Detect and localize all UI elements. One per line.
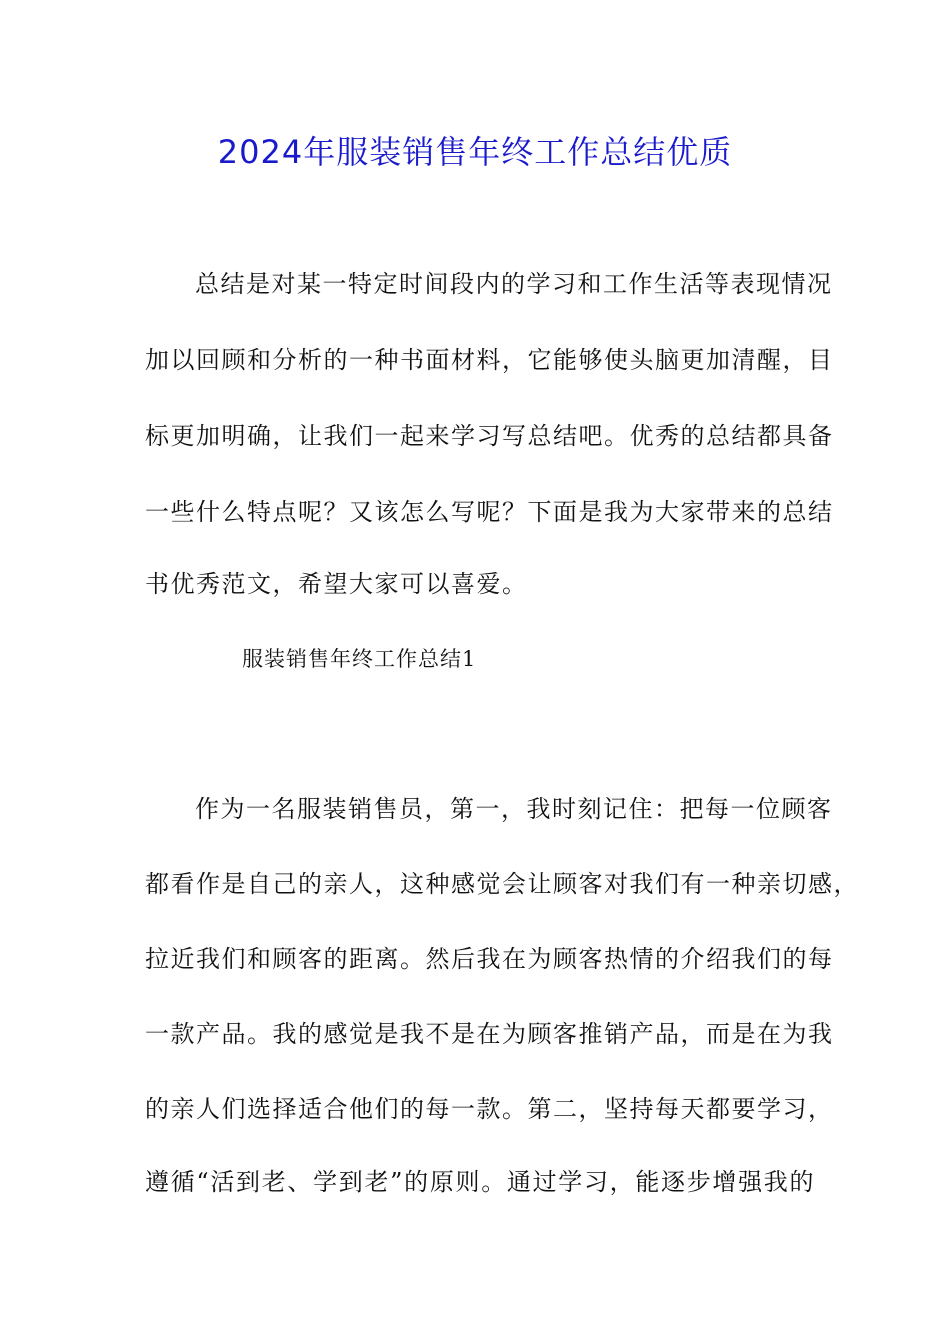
body-line: 遵循“活到老、学到老”的原则。通过学习，能逐步增强我的 (145, 1168, 815, 1196)
intro-line: 标更加明确，让我们一起来学习写总结吧。优秀的总结都具备 (145, 422, 834, 450)
body-line: 的亲人们选择适合他们的每一款。第二，坚持每天都要学习， (145, 1095, 834, 1123)
body-line: 一款产品。我的感觉是我不是在为顾客推销产品，而是在为我 (145, 1020, 834, 1048)
body-line: 拉近我们和顾客的距离。然后我在为顾客热情的介绍我们的每 (145, 945, 834, 973)
intro-line: 加以回顾和分析的一种书面材料，它能够使头脑更加清醒，目 (145, 346, 834, 374)
body-line: 作为一名服装销售员，第一，我时刻记住：把每一位顾客 (195, 795, 833, 823)
section-heading: 服装销售年终工作总结1 (242, 647, 477, 671)
body-line: 都看作是自己的亲人，这种感觉会让顾客对我们有一种亲切感， (145, 870, 859, 898)
document-title: 2024年服装销售年终工作总结优质 (217, 133, 733, 171)
intro-line: 总结是对某一特定时间段内的学习和工作生活等表现情况 (195, 270, 833, 298)
intro-line: 一些什么特点呢？又该怎么写呢？下面是我为大家带来的总结 (145, 498, 834, 526)
intro-line: 书优秀范文，希望大家可以喜爱。 (145, 570, 528, 598)
